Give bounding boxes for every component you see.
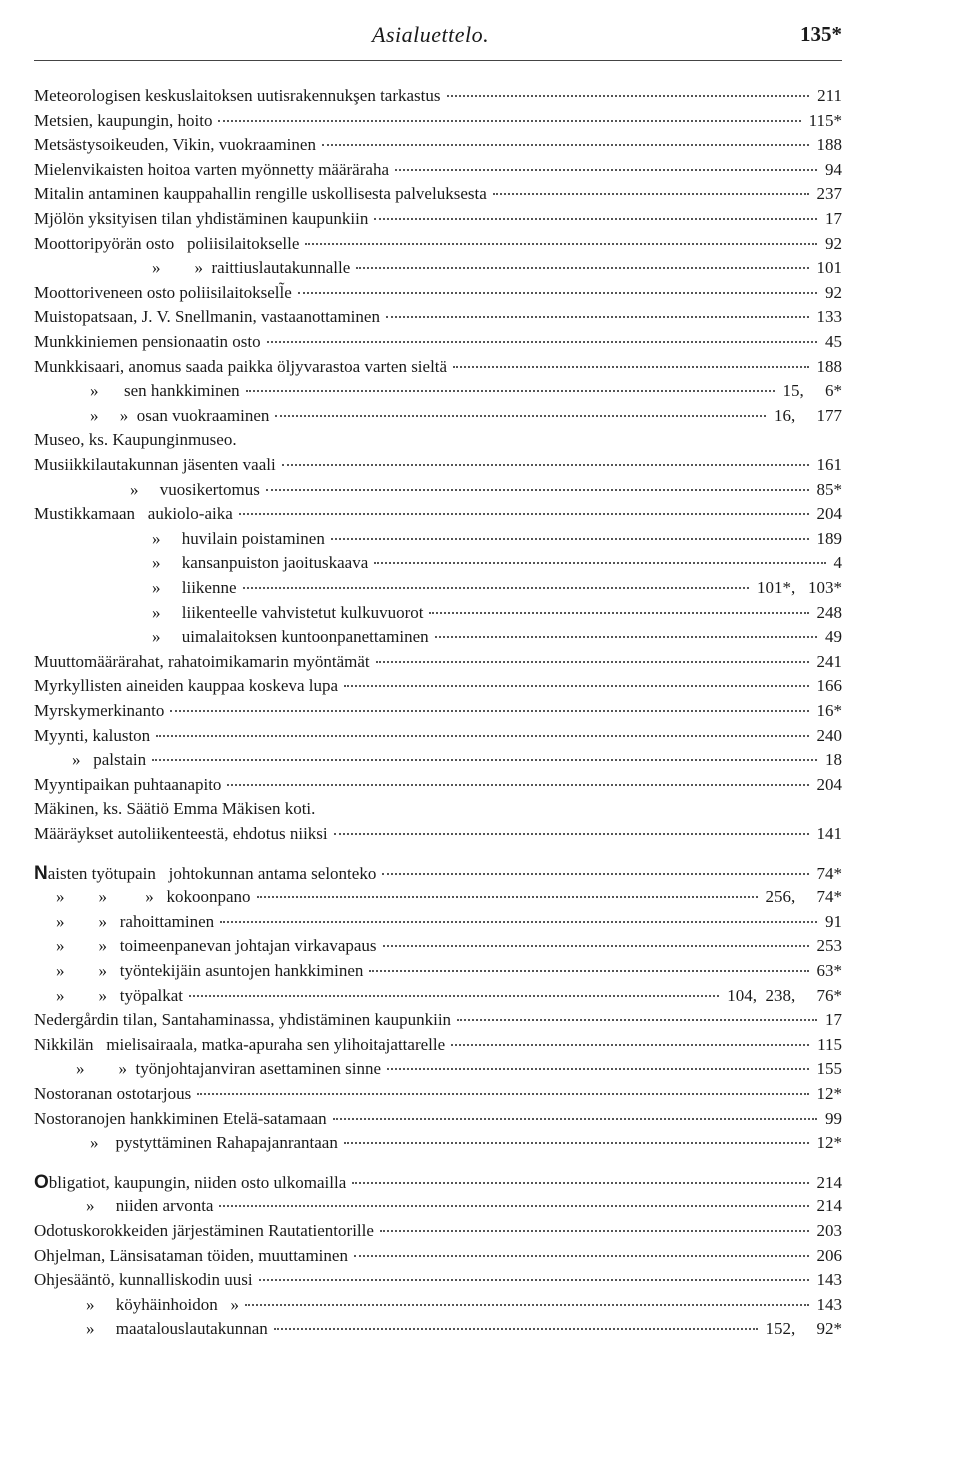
entry-page-ref: 92 <box>825 282 842 302</box>
entry-page-ref: 18 <box>825 750 842 770</box>
dot-leader <box>219 1205 808 1207</box>
entry-page-ref: 214 <box>816 1172 842 1192</box>
entry-text <box>34 86 441 106</box>
entry-page-ref: 45 <box>825 332 842 351</box>
dot-leader <box>386 316 809 318</box>
entry-label: Määräykset autoliikenteestä, ehdotus niiksi <box>34 824 328 843</box>
dot-leader <box>331 538 809 540</box>
entry-label: Myynti, kaluston <box>34 725 151 745</box>
entry-text <box>56 912 214 932</box>
entry-page-ref: 74* <box>816 863 842 883</box>
entry-label: Mitalin antaminen kauppahallin rengille uskollisesta palveluksesta <box>34 184 487 204</box>
entry-label: » » raittiuslautakunnalle <box>152 258 351 278</box>
entry-text <box>34 357 447 377</box>
index-entry <box>34 1221 842 1245</box>
index-entry <box>34 430 842 454</box>
entry-label: aisten työtupain johtokunnan antama selonteko <box>47 863 377 883</box>
entry-label: » » » kokoonpano <box>56 887 251 907</box>
entry-text <box>34 430 237 450</box>
index-entry <box>152 553 842 577</box>
index-entry <box>34 726 842 750</box>
entry-page-ref: 206 <box>816 1245 842 1265</box>
entry-label: Myyntipaikan puhtaanapito <box>34 774 222 794</box>
entry-text <box>34 1109 327 1129</box>
index-entry <box>34 184 842 208</box>
dot-leader <box>220 921 817 923</box>
index-entry <box>34 86 842 110</box>
entry-text <box>34 701 164 721</box>
dot-leader <box>189 995 719 997</box>
entry-label: Odotuskorokkeiden järjestäminen Rautatientorille <box>34 1221 374 1240</box>
dot-leader <box>369 970 808 972</box>
index-entry <box>152 529 842 553</box>
dot-leader <box>374 562 825 564</box>
entry-text <box>34 283 292 303</box>
entry-text <box>34 1246 348 1266</box>
entry-text <box>34 135 316 155</box>
entry-page-ref: 115 <box>817 1034 842 1054</box>
entry-text <box>34 1035 445 1055</box>
entry-page-ref: 12* <box>816 1084 842 1103</box>
index-entry <box>34 307 842 331</box>
entry-page-ref: 166 <box>816 676 842 696</box>
entry-label: » liikenne <box>152 578 237 597</box>
entry-page-ref: 16* <box>816 701 842 720</box>
dot-leader <box>374 218 817 220</box>
entry-text <box>34 1172 346 1194</box>
dot-leader <box>447 95 810 97</box>
header-rule <box>34 60 842 61</box>
entry-page-ref: 203 <box>816 1221 842 1240</box>
dot-leader <box>382 873 808 875</box>
entry-page-ref: 248 <box>816 602 842 622</box>
entry-text <box>90 406 269 426</box>
dot-leader <box>352 1182 808 1184</box>
entry-label: Moottoripyörän osto poliisilaitokselle <box>34 233 300 253</box>
index-entry <box>34 332 842 356</box>
dot-leader <box>383 945 809 947</box>
entry-page-ref: 15, 6* <box>782 381 842 401</box>
entry-page-ref: 91 <box>825 911 842 931</box>
dot-leader <box>218 120 800 122</box>
entry-text <box>34 209 368 229</box>
index-entry <box>152 258 842 282</box>
entry-page-ref: 17 <box>825 1010 842 1030</box>
entry-text <box>86 1196 213 1216</box>
entry-label: » kansanpuiston jaoituskaava <box>152 553 369 573</box>
entry-page-ref: 115* <box>808 110 842 130</box>
dot-leader <box>152 759 817 761</box>
index-entry <box>34 160 842 184</box>
entry-page-ref: 204 <box>816 504 842 524</box>
dot-leader <box>257 896 758 898</box>
entry-text <box>56 936 377 956</box>
entry-text <box>152 603 423 623</box>
entry-text <box>34 676 338 696</box>
dot-leader <box>305 243 817 245</box>
dot-leader <box>246 390 775 392</box>
entry-label: Ohjelman, Länsisataman töiden, muuttaminen <box>34 1245 348 1265</box>
entry-page-ref: 240 <box>816 725 842 745</box>
dot-leader <box>266 489 809 491</box>
entry-page-ref: 101*, 103* <box>757 578 842 597</box>
index-entry <box>34 1010 842 1034</box>
entry-text <box>34 726 150 746</box>
index-entry <box>34 1246 842 1270</box>
entry-page-ref: 63* <box>816 961 842 980</box>
dot-leader <box>245 1304 809 1306</box>
entry-page-ref: 104, 238, 76* <box>727 985 842 1005</box>
entry-page-ref: 143 <box>816 1270 842 1290</box>
dot-leader <box>170 710 808 712</box>
entry-initial: N <box>34 862 48 884</box>
index-entry <box>34 1109 842 1133</box>
index-entry <box>86 1295 842 1319</box>
index-entry <box>34 701 842 725</box>
dot-leader <box>333 1118 817 1120</box>
entry-label: Mäkinen, ks. Säätiö Emma Mäkisen koti. <box>34 799 316 819</box>
dot-leader <box>334 833 809 835</box>
dot-leader <box>356 267 808 269</box>
entry-page-ref: 16, 177 <box>774 405 842 425</box>
entry-label: » huvilain poistaminen <box>152 528 325 548</box>
entry-label: Ohjesääntö, kunnalliskodin uusi <box>34 1270 253 1290</box>
entry-label: Myrkyllisten aineiden kauppaa koskeva lupa <box>34 676 339 696</box>
dot-leader <box>376 661 809 663</box>
entry-label: Meteorologisen keskuslaitoksen uutisrakennukşen tarkastus <box>34 86 441 105</box>
index-entry <box>34 863 842 887</box>
dot-leader <box>259 1279 809 1281</box>
entry-label: Metsästysoikeuden, Vikin, vuokraaminen <box>34 135 316 155</box>
entry-text <box>34 1270 253 1290</box>
entry-page-ref: 141 <box>816 824 842 843</box>
index-entry <box>152 627 842 651</box>
index-entry <box>56 936 842 960</box>
entry-text <box>34 307 380 327</box>
entry-label: » » työpalkat <box>56 985 184 1005</box>
entry-text <box>152 529 325 549</box>
page-header <box>34 22 842 54</box>
dot-leader <box>275 415 766 417</box>
entry-text <box>86 1319 268 1339</box>
dot-leader <box>197 1093 808 1095</box>
entry-page-ref: 256, 74* <box>765 887 842 907</box>
entry-label: » liikenteelle vahvistetut kulkuvuorot <box>152 602 424 622</box>
entry-text <box>34 775 221 795</box>
entry-text <box>34 332 261 352</box>
dot-leader <box>453 366 808 368</box>
entry-page-ref: 211 <box>817 86 842 105</box>
entry-page-ref: 161 <box>816 455 842 474</box>
entry-text <box>56 887 251 907</box>
entry-label: Muuttomäärärahat, rahatoimikamarin myöntämät <box>34 651 370 671</box>
dot-leader <box>354 1255 809 1257</box>
index-entry <box>34 799 842 823</box>
index-entry <box>90 381 842 405</box>
entry-text <box>34 652 370 672</box>
entry-page-ref: 155 <box>816 1059 842 1079</box>
entry-page-ref: 17 <box>825 209 842 228</box>
entry-label: Metsien, kaupungin, hoito <box>34 110 213 130</box>
dot-leader <box>322 144 809 146</box>
entry-text <box>90 1133 338 1153</box>
entry-page-ref: 152, 92* <box>765 1319 842 1339</box>
entry-page-ref: 4 <box>833 553 842 573</box>
entry-page-ref: 237 <box>816 184 842 204</box>
entry-page-ref: 188 <box>816 135 842 155</box>
entry-page-ref: 133 <box>816 307 842 327</box>
entry-page-ref: 143 <box>816 1294 842 1314</box>
dot-leader <box>227 784 808 786</box>
entry-label: Museo, ks. Kaupunginmuseo. <box>34 430 237 450</box>
index-entry <box>90 1133 842 1157</box>
index-entry <box>56 887 842 911</box>
dot-leader <box>267 341 817 343</box>
index-entry <box>34 111 842 135</box>
entry-label: » pystyttäminen Rahapajanrantaan <box>90 1133 338 1153</box>
entry-text <box>34 455 276 475</box>
entry-label: Myrskymerkinanto <box>34 701 165 720</box>
dot-leader <box>344 685 808 687</box>
entry-label: » niiden arvonta <box>86 1196 214 1216</box>
dot-leader <box>243 587 749 589</box>
entry-label: » köyhäinhoidon » <box>86 1294 239 1314</box>
index-entry <box>34 209 842 233</box>
entry-label: » » osan vuokraaminen <box>90 405 270 425</box>
index-entry <box>34 234 842 258</box>
entry-page-ref: 49 <box>825 627 842 647</box>
entry-text <box>152 578 237 598</box>
entry-page-ref: 99 <box>825 1108 842 1128</box>
entry-text <box>130 480 260 500</box>
dot-leader <box>429 612 808 614</box>
dot-leader <box>451 1044 809 1046</box>
index-entry <box>152 603 842 627</box>
dot-leader <box>395 169 817 171</box>
index-entry <box>34 1084 842 1108</box>
index-entry <box>72 750 842 774</box>
page-number: 135* <box>800 22 842 46</box>
entry-page-ref: 188 <box>816 356 842 376</box>
entry-label: Nikkilän mielisairaala, matka-apuraha sen ylihoitajattarelle <box>34 1034 446 1054</box>
entry-text <box>34 799 315 819</box>
entry-text <box>56 986 183 1006</box>
entry-label: Moottoriveneen osto poliisilaitoksell̃e <box>34 282 292 302</box>
entry-label: » maatalouslautakunnan <box>86 1319 268 1339</box>
dot-leader <box>435 636 817 638</box>
entry-label: Nostoranan ostotarjous <box>34 1084 192 1103</box>
entry-label: Mjölön yksityisen tilan yhdistäminen kaupunkiin <box>34 209 369 228</box>
entry-page-ref: 253 <box>816 936 842 956</box>
entry-label: Munkkiniemen pensionaatin osto <box>34 332 261 351</box>
entry-text <box>34 863 376 885</box>
dot-leader <box>493 193 809 195</box>
index-entry <box>34 504 842 528</box>
dot-leader <box>380 1230 809 1232</box>
index-entry <box>34 1270 842 1294</box>
entry-text <box>34 824 328 844</box>
index-entry <box>34 824 842 848</box>
entry-label: » » työnjohtajanviran asettaminen sinne <box>76 1059 381 1079</box>
index-entry <box>34 676 842 700</box>
dot-leader <box>156 735 808 737</box>
index-entry <box>34 283 842 307</box>
entry-text <box>152 258 350 278</box>
index-entry <box>34 135 842 159</box>
entry-label: Nostoranojen hankkiminen Etelä-satamaan <box>34 1108 327 1128</box>
dot-leader <box>282 464 809 466</box>
entry-text <box>86 1295 239 1315</box>
entry-label: » sen hankkiminen <box>90 381 240 401</box>
entry-text <box>72 750 146 770</box>
dot-leader <box>298 292 817 294</box>
entry-text <box>152 553 368 573</box>
index-entry <box>86 1319 842 1343</box>
entry-page-ref: 12* <box>816 1133 842 1153</box>
entry-label: » » toimeenpanevan johtajan virkavapaus <box>56 936 377 956</box>
entry-text <box>34 1010 451 1030</box>
entry-text <box>34 184 487 204</box>
entry-text <box>90 381 240 401</box>
entry-page-ref: 101 <box>816 258 842 278</box>
dot-leader <box>387 1068 809 1070</box>
entry-text <box>34 1221 374 1241</box>
entry-page-ref: 189 <box>816 528 842 548</box>
entry-label: Munkkisaari, anomus saada paikka öljyvarastoa varten sieltä <box>34 356 448 376</box>
page-title: Asialuettelo. <box>372 22 490 47</box>
entry-label: Mielenvikaisten hoitoa varten myönnetty määräraha <box>34 159 389 179</box>
index-entry <box>34 455 842 479</box>
dot-leader <box>239 513 809 515</box>
index-entry <box>152 578 842 602</box>
index-entry <box>56 912 842 936</box>
index-entry <box>34 1172 842 1196</box>
dot-leader <box>274 1328 758 1330</box>
dot-leader <box>344 1142 809 1144</box>
entry-label: » » rahoittaminen <box>56 911 215 931</box>
entry-label: Nedergårdin tilan, Santahaminassa, yhdistäminen kaupunkiin <box>34 1010 452 1030</box>
entry-text <box>34 504 233 524</box>
index-entry <box>34 357 842 381</box>
entry-text <box>34 160 389 180</box>
entry-text <box>56 961 363 981</box>
entry-label: » uimalaitoksen kuntoonpanettaminen <box>152 627 429 647</box>
entry-page-ref: 85* <box>816 479 842 499</box>
entry-label: bligatiot, kaupungin, niiden osto ulkomailla <box>48 1172 347 1192</box>
entry-text <box>34 234 299 254</box>
index-entry <box>34 775 842 799</box>
index-entry <box>86 1196 842 1220</box>
entry-text <box>34 1084 191 1104</box>
entry-text <box>34 111 212 131</box>
entry-page-ref: 92 <box>825 233 842 253</box>
entry-label: » palstain <box>72 750 147 770</box>
index-entry <box>56 961 842 985</box>
entry-page-ref: 214 <box>816 1196 842 1216</box>
index-entry <box>90 406 842 430</box>
entry-label: Mustikkamaan aukiolo-aika <box>34 504 233 524</box>
index-entry <box>34 652 842 676</box>
index-entry <box>130 480 842 504</box>
entry-label: » vuosikertomus <box>130 479 260 499</box>
index-entry <box>76 1059 842 1083</box>
index-entry <box>34 1035 842 1059</box>
entry-initial: O <box>34 1171 49 1193</box>
entry-page-ref: 94 <box>825 159 842 179</box>
entry-label: » » työntekijäin asuntojen hankkiminen <box>56 961 364 980</box>
entry-page-ref: 241 <box>816 651 842 671</box>
entry-text <box>76 1059 381 1079</box>
entry-page-ref: 204 <box>816 774 842 794</box>
entry-label: Musiikkilautakunnan jäsenten vaali <box>34 455 276 474</box>
entry-text <box>152 627 429 647</box>
entry-label: Muistopatsaan, J. V. Snellmanin, vastaanottaminen <box>34 307 380 327</box>
dot-leader <box>457 1019 817 1021</box>
index-entry <box>56 986 842 1010</box>
